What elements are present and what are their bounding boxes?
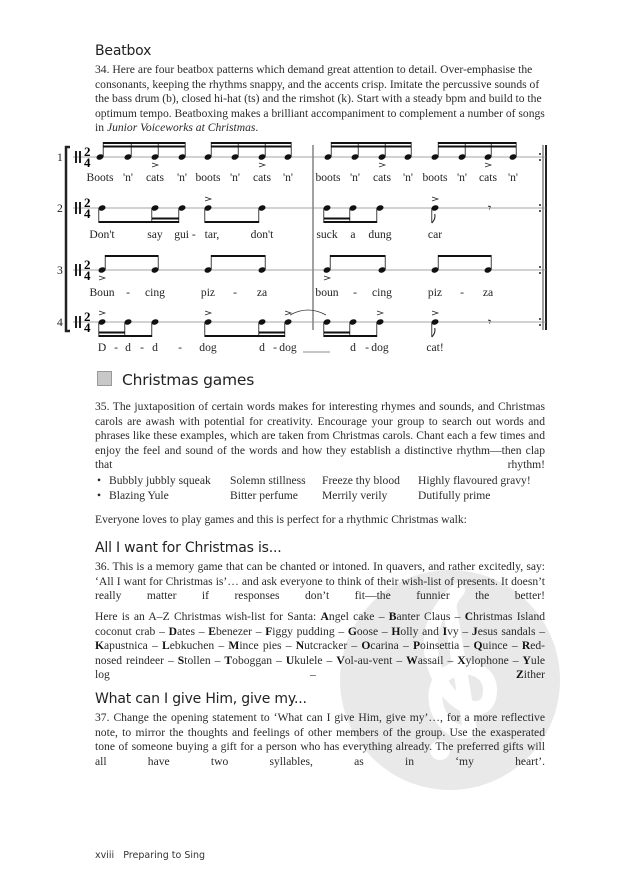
item-rest: kulele bbox=[294, 653, 323, 667]
lyric-syllable: gui - bbox=[174, 228, 196, 241]
phrase-item: Highly flavoured gravy! bbox=[418, 474, 531, 487]
phrase-item: Freeze thy blood bbox=[322, 474, 400, 487]
item-initial: N bbox=[295, 639, 305, 653]
item-initial: J bbox=[471, 624, 478, 638]
accent-mark bbox=[432, 197, 438, 201]
percussion-clef-icon bbox=[75, 264, 77, 276]
item-rest: apustnica bbox=[104, 639, 148, 653]
lyric-syllable: piz bbox=[200, 286, 216, 299]
item-initial: V bbox=[336, 653, 345, 667]
wishlist-item bbox=[95, 639, 148, 652]
item-rest: ol-au-vent bbox=[344, 653, 393, 667]
accent-mark bbox=[377, 311, 383, 315]
beam bbox=[324, 332, 350, 334]
item-rest: olly and bbox=[400, 624, 443, 638]
staff-number: 2 bbox=[57, 202, 63, 215]
lyric-syllable: - bbox=[126, 286, 130, 299]
beam bbox=[205, 221, 259, 223]
item-initial: W bbox=[406, 653, 418, 667]
wishlist-item bbox=[457, 654, 509, 667]
lyric-syllable: tar, bbox=[204, 228, 220, 241]
lyric-syllable: D bbox=[97, 341, 107, 354]
item-rest: vy bbox=[447, 624, 459, 638]
beam bbox=[331, 146, 411, 148]
item-rest: utcracker bbox=[304, 639, 348, 653]
lyric-syllable: - bbox=[233, 286, 237, 299]
lyric-syllable: dog bbox=[199, 341, 217, 354]
lyric-syllable: d bbox=[350, 341, 356, 354]
item-initial: G bbox=[347, 624, 357, 638]
accent-mark bbox=[259, 163, 265, 167]
lyric-syllable: 'n' bbox=[403, 171, 413, 184]
item-initial: C bbox=[464, 610, 474, 623]
what-can-i-give-paragraph: 37. Change the opening statement to ‘What can I give Him, give my’…, for a more reflective note, to mirror the thoughts and feelings of other members of the group. Use the exasperated tone of someone buying a gift for a person who has everything already. The preferred gifts will all have two syllables, as in ‘my heart’. bbox=[95, 711, 545, 768]
item-initial: O bbox=[361, 639, 371, 653]
wishlist-item bbox=[265, 625, 334, 638]
lyric-syllable: 'n' bbox=[350, 171, 360, 184]
wishlist-item bbox=[178, 654, 211, 667]
wishlist-item bbox=[516, 668, 545, 681]
bullet-icon: • bbox=[97, 474, 102, 487]
phrase-item: Bubbly jubbly squeak bbox=[109, 474, 211, 487]
wishlist-item bbox=[361, 639, 398, 652]
item-rest: hristmas Island coconut crab bbox=[95, 610, 546, 638]
accent-mark bbox=[379, 163, 385, 167]
lyric-syllable: 'n' bbox=[230, 171, 240, 184]
item-rest: ed-nosed reindeer bbox=[95, 639, 546, 667]
wishlist-item bbox=[296, 639, 348, 652]
item-initial: Z bbox=[516, 668, 524, 682]
lyric-syllable: boots bbox=[315, 171, 341, 184]
time-signature-top: 2 bbox=[84, 257, 91, 272]
lyric-syllable: a bbox=[350, 228, 356, 241]
item-rest: ince pies bbox=[239, 639, 282, 653]
lyric-syllable: Don't bbox=[89, 228, 115, 241]
beam bbox=[331, 142, 411, 144]
item-rest: oose bbox=[356, 624, 379, 638]
lyric-syllable: Boots bbox=[86, 171, 114, 184]
beam bbox=[105, 255, 158, 257]
item-rest: esus sandals bbox=[477, 624, 536, 638]
book-title: Junior Voiceworks at Christmas bbox=[106, 121, 256, 135]
staff-number: 4 bbox=[57, 316, 63, 329]
eighth-rest-icon: 𝄾 bbox=[488, 201, 492, 215]
wishlist-item bbox=[228, 639, 281, 652]
item-initial: F bbox=[265, 624, 273, 638]
chapter-title: Preparing to Sing bbox=[123, 850, 206, 861]
lyric-syllable: 'n' bbox=[457, 171, 467, 184]
eighth-rest-icon: 𝄾 bbox=[488, 315, 492, 329]
paragraph-end: . bbox=[255, 121, 259, 135]
lyric-syllable: za bbox=[482, 286, 494, 299]
item-initial: H bbox=[391, 624, 401, 638]
lyric-syllable: don't bbox=[250, 228, 274, 241]
accent-mark bbox=[99, 276, 105, 280]
phrase-item: Blazing Yule bbox=[109, 488, 169, 502]
repeat-dot bbox=[539, 210, 541, 212]
lyric-syllable: cats bbox=[372, 171, 392, 184]
item-initial: R bbox=[521, 639, 531, 653]
lyric-syllable: boots bbox=[422, 171, 448, 184]
wishlist-item bbox=[286, 654, 323, 667]
christmas-games-heading bbox=[97, 371, 254, 389]
wishlist-item bbox=[472, 625, 536, 638]
lyric-syllable: - bbox=[178, 341, 182, 354]
lyric-syllable: za bbox=[256, 286, 268, 299]
lyric-syllable: say bbox=[147, 228, 163, 241]
heading-text: Christmas games bbox=[122, 371, 255, 389]
lyric-syllable: d bbox=[259, 341, 265, 354]
lyric-syllable: - bbox=[460, 286, 464, 299]
wishlist-intro: Here is an A–Z Christmas wish-list for Santa: bbox=[95, 610, 317, 623]
item-rest: oinsettia bbox=[420, 639, 460, 653]
beatbox-heading: Beatbox bbox=[95, 43, 152, 59]
all-i-want-heading: All I want for Christmas is... bbox=[95, 540, 282, 556]
percussion-clef-icon bbox=[75, 202, 77, 214]
item-initial: P bbox=[412, 639, 421, 653]
phrase-item: Merrily verily bbox=[322, 488, 388, 502]
bullet-icon: • bbox=[97, 488, 102, 502]
lyric-syllable: cats bbox=[478, 171, 498, 184]
time-signature-bottom: 4 bbox=[84, 268, 91, 283]
beam bbox=[99, 332, 125, 334]
lyric-syllable: Boun bbox=[89, 286, 115, 299]
item-rest: oboggan bbox=[232, 653, 273, 667]
all-i-want-paragraph: 36. This is a memory game that can be chanted or intoned. In quavers, and rather excitedly, say: ‘All I want for Christmas is’… and ask everyone to think of their wish-list of presents. It doesn’t really matter if responses don’t fit—the funnier the better! bbox=[95, 560, 545, 603]
page-footer bbox=[95, 850, 205, 861]
item-initial: E bbox=[208, 624, 216, 638]
percussion-clef-icon bbox=[79, 264, 81, 276]
wishlist-item bbox=[348, 625, 378, 638]
repeat-dot bbox=[539, 204, 541, 206]
item-initial: X bbox=[457, 653, 466, 667]
system-bracket bbox=[66, 147, 70, 331]
beam bbox=[103, 146, 185, 148]
accent-mark bbox=[324, 276, 330, 280]
item-initial: T bbox=[224, 653, 233, 667]
wishlist-item bbox=[391, 625, 442, 638]
beatbox-score bbox=[0, 135, 640, 365]
lyric-syllable: - bbox=[273, 341, 277, 354]
page-number: xviii bbox=[95, 850, 115, 861]
item-initial: S bbox=[177, 653, 185, 667]
lyric-syllable: d bbox=[152, 341, 158, 354]
item-initial: Y bbox=[522, 653, 531, 667]
repeat-dot bbox=[539, 324, 541, 326]
lyric-syllable: - bbox=[353, 286, 357, 299]
item-rest: uince bbox=[482, 639, 508, 653]
phrase-list bbox=[97, 474, 547, 506]
percussion-clef-icon bbox=[75, 316, 77, 328]
beam bbox=[438, 255, 491, 257]
lyric-syllable: piz bbox=[427, 286, 443, 299]
lyric-syllable: boun bbox=[315, 286, 339, 299]
tie bbox=[290, 310, 326, 315]
wishlist-item bbox=[474, 639, 508, 652]
item-initial: U bbox=[285, 653, 295, 667]
note-flag bbox=[432, 328, 435, 337]
beam bbox=[259, 335, 285, 337]
wishlist-item bbox=[443, 625, 459, 638]
accent-mark bbox=[285, 311, 291, 315]
wishlist-item bbox=[208, 625, 252, 638]
repeat-dot bbox=[539, 318, 541, 320]
beam bbox=[211, 146, 291, 148]
lyric-syllable: d bbox=[125, 341, 131, 354]
what-can-i-give-heading: What can I give Him, give my... bbox=[95, 691, 307, 707]
item-rest: ule log bbox=[95, 653, 546, 682]
beam bbox=[324, 335, 350, 337]
lyric-syllable: 'n' bbox=[283, 171, 293, 184]
time-signature-top: 2 bbox=[84, 309, 91, 324]
accent-mark bbox=[205, 197, 211, 201]
item-rest: carina bbox=[370, 639, 399, 653]
item-initial: K bbox=[95, 639, 105, 653]
beam bbox=[211, 142, 291, 144]
time-signature-bottom: 4 bbox=[84, 206, 91, 221]
item-rest: benezer bbox=[215, 624, 252, 638]
time-signature-bottom: 4 bbox=[84, 320, 91, 335]
beam bbox=[99, 335, 125, 337]
wishlist-item bbox=[162, 639, 214, 652]
lyric-syllable: 'n' bbox=[177, 171, 187, 184]
item-rest: anter Claus bbox=[396, 610, 451, 623]
beam bbox=[438, 146, 516, 148]
lyric-syllable: cats bbox=[252, 171, 272, 184]
item-initial: M bbox=[228, 639, 240, 653]
wishlist-paragraph: Here is an A–Z Christmas wish-list for Santa: Angel cake – Banter Claus – Christmas Island coconut crab – Dates – Ebenezer – Figgy pudding – Goose – Holly and Ivy – Jesus sandals – Kapustnica – Lebkuchen – Mince pies – Nutcracker – Ocarina – Poinsettia – Quince – Red-nosed reindeer – Stollen – Toboggan – Ukulele – Vol-au-vent – Wassail – Xylophone – Yule log – Zither bbox=[95, 610, 546, 682]
item-rest: ates bbox=[176, 624, 195, 638]
time-signature-top: 2 bbox=[84, 195, 91, 210]
item-rest: tollen bbox=[184, 653, 211, 667]
time-signature-bottom: 4 bbox=[84, 155, 91, 170]
lyric-syllable: cat! bbox=[426, 341, 444, 354]
games-intro: Everyone loves to play games and this is perfect for a rhythmic Christmas walk: bbox=[95, 513, 467, 526]
item-initial: B bbox=[388, 610, 397, 623]
item-initial: A bbox=[320, 610, 329, 623]
beam bbox=[438, 142, 516, 144]
repeat-dot bbox=[539, 159, 541, 161]
phrase-item: Bitter perfume bbox=[230, 488, 298, 502]
lyric-syllable: dog bbox=[279, 341, 297, 354]
lyric-syllable: dog bbox=[371, 341, 389, 354]
lyric-syllable: car bbox=[427, 228, 443, 241]
christmas-games-paragraph: 35. The juxtaposition of certain words makes for interesting rhymes and sounds, and Christmas carols are awash with potential for creativity. Encourage your group to search out words and phrases like these examples, which are taken from Christmas carols. Chant each a few times and enjoy the feel and sound of the words and how they establish a distinctive rhythm—then clap that rhythm! bbox=[95, 400, 545, 472]
percussion-clef-icon bbox=[75, 151, 77, 163]
item-rest: assail bbox=[417, 653, 444, 667]
lyric-syllable: boots bbox=[195, 171, 221, 184]
lyric-syllable: - bbox=[114, 341, 118, 354]
beam bbox=[324, 218, 350, 220]
accent-mark bbox=[432, 311, 438, 315]
repeat-dot bbox=[539, 272, 541, 274]
percussion-clef-icon bbox=[79, 151, 81, 163]
percussion-clef-icon bbox=[79, 202, 81, 214]
phrase-item: Dutifully prime bbox=[418, 488, 491, 502]
lyric-syllable: cing bbox=[372, 286, 392, 299]
beam bbox=[152, 218, 179, 220]
accent-mark bbox=[152, 163, 158, 167]
beam bbox=[259, 332, 285, 334]
beam bbox=[211, 255, 265, 257]
wishlist-item bbox=[406, 654, 443, 667]
item-initial: L bbox=[162, 639, 170, 653]
lyric-syllable: - bbox=[140, 341, 144, 354]
beam bbox=[324, 221, 350, 223]
wishlist-item bbox=[389, 610, 451, 623]
item-rest: ebkuchen bbox=[169, 639, 215, 653]
gray-square-icon bbox=[97, 371, 112, 386]
item-rest: iggy pudding bbox=[272, 624, 335, 638]
lyric-syllable: 'n' bbox=[123, 171, 133, 184]
item-initial: I bbox=[442, 624, 448, 638]
accent-mark bbox=[485, 163, 491, 167]
lyric-syllable: suck bbox=[316, 228, 338, 241]
staff-number: 1 bbox=[57, 151, 63, 164]
lyric-syllable: dung bbox=[368, 228, 392, 241]
item-initial: Q bbox=[473, 639, 483, 653]
note-flag bbox=[432, 214, 435, 223]
accent-mark bbox=[205, 311, 211, 315]
item-initial: D bbox=[168, 624, 177, 638]
beam bbox=[152, 221, 179, 223]
beam bbox=[330, 255, 385, 257]
item-rest: ylophone bbox=[465, 653, 509, 667]
beam bbox=[103, 142, 185, 144]
wishlist-item bbox=[336, 654, 392, 667]
item-rest: ither bbox=[523, 668, 545, 682]
wishlist-item bbox=[321, 610, 375, 623]
paragraph-text: 34. Here are four beatbox patterns which demand great attention to detail. Over-emphasise the consonants, keeping the rhythms snappy, and the accents crisp. Imitate the percussive sounds of the bass drum (b), closed hi-hat (ts) and the rimshot (k). Start with a steady bpm and build to the optimum tempo. Beatboxing makes a brilliant accompaniment to complement a number of songs in bbox=[95, 63, 545, 135]
lyric-syllable: cing bbox=[145, 286, 165, 299]
phrase-item: Solemn stillness bbox=[230, 474, 306, 487]
repeat-dot bbox=[539, 266, 541, 268]
lyric-syllable: 'n' bbox=[508, 171, 518, 184]
wishlist-item bbox=[169, 625, 195, 638]
wishlist-item bbox=[224, 654, 272, 667]
percussion-clef-icon bbox=[79, 316, 81, 328]
lyric-syllable: - bbox=[365, 341, 369, 354]
lyric-syllable: cats bbox=[145, 171, 165, 184]
wishlist-item bbox=[413, 639, 459, 652]
repeat-dot bbox=[539, 153, 541, 155]
item-rest: ngel cake bbox=[328, 610, 375, 623]
accent-mark bbox=[99, 311, 105, 315]
staff-number: 3 bbox=[57, 264, 63, 277]
time-signature-top: 2 bbox=[84, 144, 91, 159]
